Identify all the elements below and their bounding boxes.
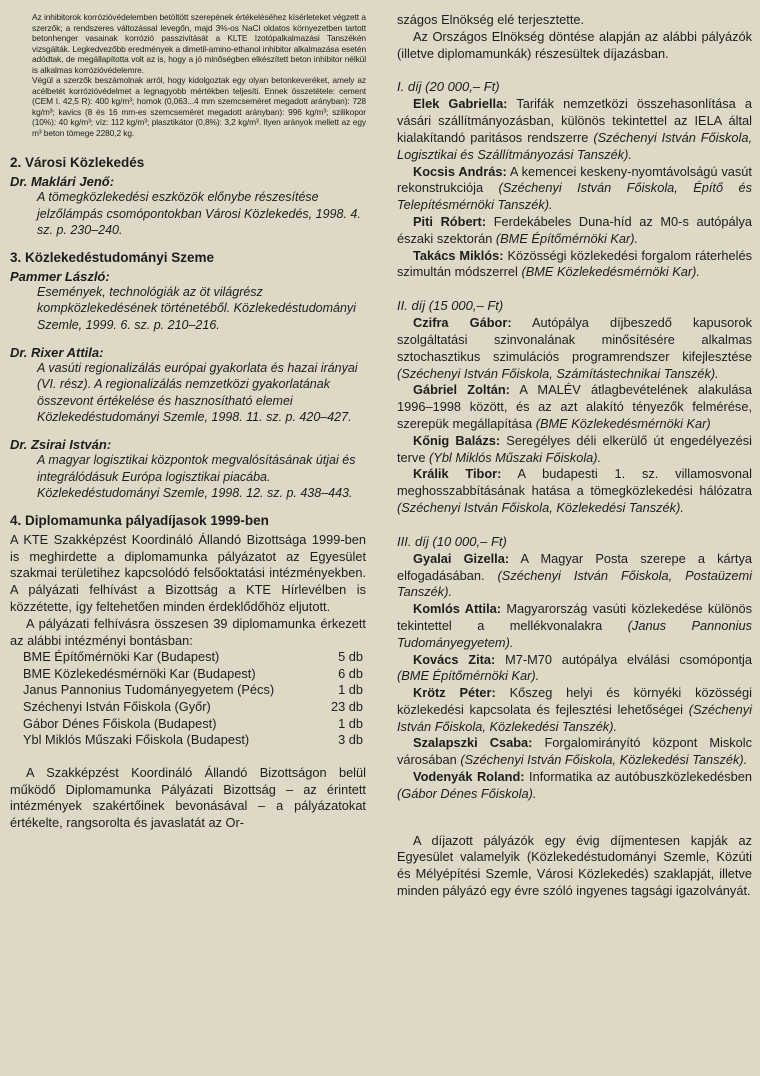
winner-name: Vodenyák Roland: [413, 769, 525, 785]
thesis-title: M7-M70 autópálya elválási csomópontja [505, 651, 752, 667]
institution: (BME Közlekedésmérnöki Kar). [521, 264, 700, 280]
table-row [23, 666, 363, 683]
winner-entry [397, 433, 752, 467]
section-title: 3. Közlekedéstudományi Szeme [10, 249, 215, 265]
author-name: Pammer László: [10, 268, 110, 284]
winner-entry [397, 382, 752, 432]
thesis-title: A budapesti 1. sz. villamosvonal meghosszabbításának hatása a tömegközlekedési hálózatra [397, 466, 752, 499]
submission-count: 23 db [330, 699, 363, 715]
institution: (Janus Pannonius Tudományegyetem). [397, 617, 752, 650]
thesis-title: Forgalomirányító központ Miskolc városában [397, 735, 752, 768]
submissions-table [23, 649, 363, 749]
institution: (BME Közlekedésmérnöki Kar) [535, 415, 711, 431]
thesis-title: Tarifák nemzetközi összehasonlítása a vásári szállítmányozásban, különös tekintettel az IELA által kialakítandó paritásos rendszerre [397, 96, 752, 145]
reference: A tömegközlekedési eszközök előnybe részesítése jelzőlámpás csomópontokban Városi Közlekedés, 1998. 4. sz. p. 230–240. [37, 190, 361, 238]
table-row [23, 716, 363, 733]
winner-name: Komlós Attila: [413, 601, 502, 617]
winner-name: Kovács Zita: [413, 651, 496, 667]
winner-entry [397, 652, 752, 686]
winner-entry [397, 685, 752, 735]
institution: (Gábor Dénes Főiskola). [397, 785, 537, 801]
institution: (BME Építőmérnöki Kar). [495, 230, 639, 246]
winner-entry [397, 735, 752, 769]
closing-paragraph: A díjazott pályázók egy évig díjmentesen kapják az Egyesület valamelyik (Közlekedéstudományi Szemle, Közúti és Mélyépítési Szemle, Városi Közlekedés) szaklapját, illetve minden pályázó egy évre szóló ingyenes tagsági igazolványát. [397, 832, 752, 899]
thesis-title: A MALÉV átlagbevételének alakulása 1996–1998 között, és az azt alakító tényezők felmérése, szerepük megállapítása [397, 382, 752, 431]
thesis-title: Autópálya díjbeszedő kapusorok szolgáltatási szinvonalának minősítésére alkalmas sztochasztikus szimulációs programrendszer kifejlesztése [397, 315, 753, 364]
author-name: Dr. Maklári Jenő: [10, 174, 115, 189]
institution: (Széchenyi István Főiskola, Közlekedési Tanszék). [397, 499, 684, 515]
winner-name: Elek Gabriella: [413, 96, 508, 112]
institution-name: Ybl Miklós Műszaki Főiskola (Budapest) [23, 732, 250, 748]
winner-name: Czifra Gábor: [413, 315, 512, 331]
submission-count: 1 db [338, 682, 363, 698]
institution-name: BME Építőmérnöki Kar (Budapest) [23, 649, 220, 665]
institution: (Széchenyi István Főiskola, Logisztikai és Szállítmányozási Tanszék). [397, 129, 753, 162]
winner-entry [397, 601, 752, 651]
winner-name: Kocsis András: [413, 163, 507, 179]
thesis-title: Kőszeg helyi és környéki közösségi közlekedési kapcsolata és fejlesztési lehetőségei [397, 685, 752, 717]
winner-entry [397, 769, 752, 803]
thesis-title: Közösségi közlekedési forgalom ráterhelés szimultán módszerrel [397, 247, 752, 280]
submission-count: 6 db [338, 665, 363, 681]
winner-entry [397, 164, 752, 214]
author-name: Dr. Zsirai István: [10, 436, 112, 452]
table-row [23, 682, 363, 699]
table-row [23, 649, 363, 666]
institution: (Széchenyi István Főiskola, Közlekedési Tanszék). [397, 701, 752, 734]
thesis-title: Ferdekábeles Duna-híd az M0-s autópálya északi szektorán [397, 213, 752, 246]
reference: Események, technológiák az öt világrész kompközlekedésének történetéből. Közlekedéstudományi Szemle, 1999. 6. sz. p. 210–216. [37, 284, 356, 332]
submission-count: 1 db [338, 715, 363, 731]
table-row [23, 732, 363, 749]
winner-entry [397, 315, 752, 382]
institution-name: Széchenyi István Főiskola (Győr) [23, 699, 211, 715]
thesis-title: A Magyar Posta szerepe a kártya elfogadásában. [397, 550, 752, 583]
institution: (Széchenyi István Főiskola, Postaüzemi Tanszék). [397, 567, 752, 600]
winner-name: Takács Miklós: [413, 247, 504, 263]
right-column [397, 12, 752, 900]
section-title: 2. Városi Közlekedés [10, 155, 145, 170]
thesis-title: A kemencei keskeny-nyomtávolságú vasút rekonstrukciója [397, 163, 752, 196]
prize-heading: I. díj (20 000,– Ft) [397, 79, 500, 95]
institution-name: Janus Pannonius Tudományegyetem (Pécs) [23, 682, 275, 698]
institution-name: BME Közlekedésmérnöki Kar (Budapest) [23, 665, 256, 681]
abstract-continuation [32, 12, 366, 138]
prize-heading: II. díj (15 000,– Ft) [397, 298, 504, 314]
body-paragraph: A Szakképzést Koordináló Állandó Bizottságon belül működő Diplomamunka Pályázati Bizottság – az érintett intézmények szakértőinek bevonásával – a pályázatokat értékelte, rangsorolta és javaslatát az Or- [10, 764, 366, 831]
left-column [10, 12, 366, 832]
winner-entry [397, 96, 752, 163]
body-paragraph: A KTE Szakképzést Koordináló Állandó Bizottsága 1999-ben is meghirdette a diplomamunka pályázatot az Egyesület szakmai területihez kapcsolódó felsőoktatási intézményekben. A pályázati felhívást a Bizottság a KTE Hírlevélben is közzétette, így feltehetően minden érdeklődőhöz eljutott. [10, 531, 366, 614]
body-paragraph: A pályázati felhívásra összesen 39 diplomamunka érkezett az alábbi intézményi bontásban: [10, 615, 366, 648]
winner-entry [397, 466, 752, 516]
thesis-title: Informatika az autóbuszközlekedésben [529, 769, 753, 785]
abstract-paragraph: Végül a szerzők beszámolnak arról, hogy kidolgoztak egy olyan betonkeveréket, amely az acélbetét korrózióvédelmet a legnagyobb mértékben teljesíti. Ennek összetétele: cement (CEM I. 42,5 R): 400 kg/m³; homok (0,063...4 mm szemcseméret megadott arányban): 728 kg/m³; kavics (8 és 16 mm-es szemcseméret megadott arányban): 996 kg/m³; szilikopor (10%): 40 kg/m³; víz: 112 kg/m³; plasztikátor (0,8%): 3,2 kg/m³. Ilyen arányok mellett az egy m³ beton tömege 2280,2 kg. [32, 75, 366, 138]
winner-entry [397, 551, 752, 601]
winner-entry [397, 248, 752, 282]
institution: (Ybl Miklós Műszaki Főiskola). [429, 449, 602, 465]
reference: A vasúti regionalizálás európai gyakorlata és hazai irányai (VI. rész). A regionalizálás nemzetközi gyakorlatának összevont értékelése és hasznosítható elemei Közlekedéstudományi Szemle, 1998. 11. sz. p. 420–427. [37, 360, 358, 425]
body-paragraph: szágos Elnökség elé terjesztette. [397, 12, 585, 27]
institution: (Széchenyi István Főiskola, Építő és Telepítésmérnöki Tanszék). [397, 180, 752, 213]
reference: A magyar logisztikai központok megvalósításának útjai és integrálódásuk Európa logisztikai piacába. Közlekedéstudományi Szemle, 1998. 12. sz. p. 438–443. [37, 452, 356, 501]
thesis-title: Seregélyes déli elkerülő út engedélyezési terve [397, 432, 752, 465]
winner-name: Gyalai Gizella: [413, 550, 510, 566]
thesis-title: Magyarország vasúti közlekedése különös tekintettel a mellékvonalakra [397, 601, 752, 633]
winner-name: Piti Róbert: [413, 213, 487, 229]
winner-name: Szalapszki Csaba: [413, 735, 533, 751]
winner-name: Králik Tibor: [413, 466, 502, 482]
prize-heading: III. díj (10 000,– Ft) [397, 533, 507, 549]
author-name: Dr. Rixer Attila: [10, 344, 104, 360]
abstract-paragraph: Az inhibitorok korrózióvédelemben betöltött szerepének értékeléséhez kísérleteket végzett a szerzők; a rendszeres változással levegőn, majd 3%-os NaCl oldatos környezetben tartott betonhenger vasainak korrózió passzivitását a KLTE Izotópalkalmazási Tanszékén vizsgálták. Legkedvezőbb eredmények a dimetil-amino-ethanol inhibitor alkalmazása esetén adódtak, de megállapította volt az is, hogy a jó minőségben elkészített beton inhibitor nélkül is alkalmas korrózióvédelemre. [32, 12, 366, 75]
institution: (Széchenyi István Főiskola, Számítástechnikai Tanszék). [397, 365, 719, 381]
institution: (Széchenyi István Főiskola, Közlekedési Tanszék). [460, 752, 748, 768]
winner-name: Gábriel Zoltán: [413, 382, 510, 398]
winner-name: Krötz Péter: [413, 685, 496, 701]
institution: (BME Építőmérnöki Kar). [397, 668, 540, 684]
institution-name: Gábor Dénes Főiskola (Budapest) [23, 715, 217, 731]
winner-name: Kőnig Balázs: [413, 432, 501, 448]
submission-count: 3 db [338, 732, 363, 748]
winner-entry [397, 214, 752, 248]
submission-count: 5 db [338, 649, 363, 665]
section-title: 4. Diplomamunka pályadíjasok 1999-ben [10, 512, 269, 528]
body-paragraph: Az Országos Elnökség döntése alapján az alábbi pályázók (illetve diplomamunkák) részesültek díjazásban. [397, 28, 752, 61]
table-row [23, 699, 363, 716]
